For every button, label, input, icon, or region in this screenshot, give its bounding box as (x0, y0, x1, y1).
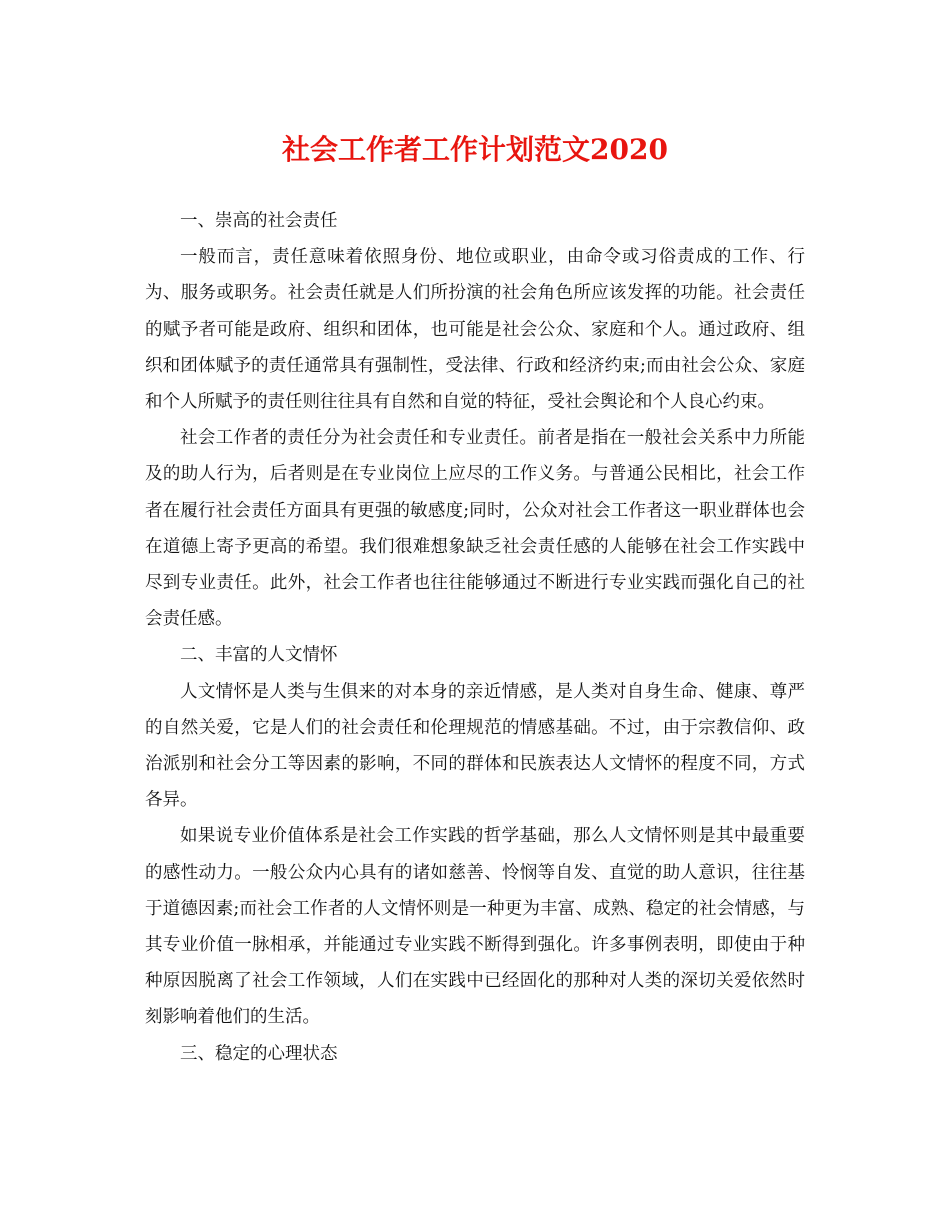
body-paragraph: 一般而言，责任意味着依照身份、地位或职业，由命令或习俗责成的工作、行为、服务或职务。社会责任就是人们所扮演的社会角色所应该发挥的功能。社会责任的赋予者可能是政府、组织和团体，也可能是社会公众、家庭和个人。通过政府、组织和团体赋予的责任通常具有强制性，受法律、行政和经济约束;而由社会公众、家庭和个人所赋予的责任则往往具有自然和自觉的特征，受社会舆论和个人良心约束。 (145, 247, 805, 413)
section-heading: 二、丰富的人文情怀 (180, 645, 338, 666)
body-paragraph: 如果说专业价值体系是社会工作实践的哲学基础，那么人文情怀则是其中最重要的感性动力。一般公众内心具有的诸如慈善、怜悯等自发、直觉的助人意识，往往基于道德因素;而社会工作者的人文情怀则是一种更为丰富、成熟、稳定的社会情感，与其专业价值一脉相承，并能通过专业实践不断得到强化。许多事例表明，即使由于种种原因脱离了社会工作领域，人们在实践中已经固化的那种对人类的深切关爱依然时刻影响着他们的生活。 (145, 826, 805, 1028)
document-title: 社会工作者工作计划范文2020 (282, 133, 668, 166)
body-paragraph: 社会工作者的责任分为社会责任和专业责任。前者是指在一般社会关系中力所能及的助人行为，后者则是在专业岗位上应尽的工作义务。与普通公民相比，社会工作者在履行社会责任方面具有更强的敏感度;同时，公众对社会工作者这一职业群体也会在道德上寄予更高的希望。我们很难想象缺乏社会责任感的人能够在社会工作实践中尽到专业责任。此外，社会工作者也往往能够通过不断进行专业实践而强化自己的社会责任感。 (145, 428, 805, 630)
section-heading: 一、崇高的社会责任 (180, 211, 338, 231)
body-paragraph: 人文情怀是人类与生俱来的对本身的亲近情感，是人类对自身生命、健康、尊严的自然关爱，它是人们的社会责任和伦理规范的情感基础。不过，由于宗教信仰、政治派别和社会分工等因素的影响，不同的群体和民族表达人文情怀的程度不同，方式各异。 (145, 681, 805, 811)
section-heading: 三、稳定的心理状态 (180, 1043, 338, 1064)
document-body (145, 203, 805, 1072)
